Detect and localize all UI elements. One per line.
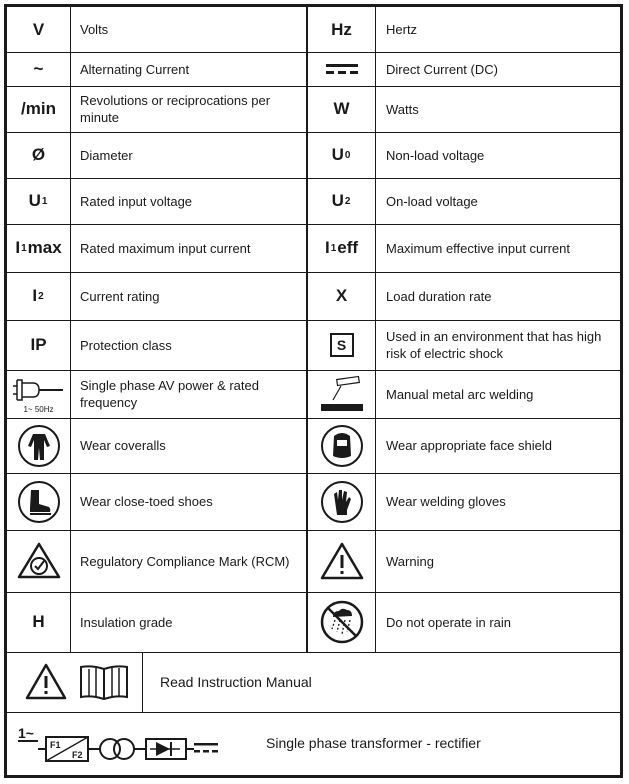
transformer-rectifier-diagram xyxy=(14,716,224,772)
per-minute-desc: Revolutions or reciprocations per minute xyxy=(80,93,271,125)
non-load-voltage-desc: Non-load voltage xyxy=(386,147,485,163)
hertz-desc: Hertz xyxy=(386,22,418,37)
single-phase-label: 1~ 50Hz xyxy=(23,404,54,414)
single-phase-plug-icon xyxy=(7,370,70,418)
shock-risk-desc: Used in an environment that has high risk of electric shock xyxy=(386,329,602,361)
manual-arc-welding-desc: Manual metal arc welding xyxy=(386,386,534,402)
single-phase-desc: Single phase AV power & rated frequency xyxy=(80,378,259,410)
closed-toe-shoes-desc: Wear close-toed shoes xyxy=(80,494,213,509)
protection-class-desc: Protection class xyxy=(80,337,172,353)
protection-class-symbol: IP xyxy=(30,335,47,354)
rated-max-input-current-desc: Rated maximum input current xyxy=(80,240,251,256)
rated-input-voltage-desc: Rated input voltage xyxy=(80,193,193,209)
no-rain-desc: Do not operate in rain xyxy=(386,614,512,630)
load-duration-symbol: X xyxy=(335,286,348,305)
read-manual-desc: Read Instruction Manual xyxy=(160,673,312,690)
f1-label: F1 xyxy=(50,740,61,750)
phase-label: 1~ xyxy=(18,725,34,741)
on-load-voltage-symbol: U 2 xyxy=(331,191,351,210)
insulation-grade-desc: Insulation grade xyxy=(80,614,173,630)
shock-risk-icon xyxy=(308,320,375,370)
closed-toe-shoes-icon xyxy=(7,473,70,530)
current-rating-symbol: I 2 xyxy=(32,286,44,305)
insulation-grade-symbol: H xyxy=(32,612,45,631)
alternating-current-desc: Alternating Current xyxy=(80,61,190,77)
diameter-desc: Diameter xyxy=(80,147,133,163)
current-rating-desc: Current rating xyxy=(80,288,160,304)
manual-arc-welding-icon xyxy=(308,370,375,418)
coveralls-icon xyxy=(7,418,70,473)
column-divider xyxy=(70,7,71,652)
warning-icon xyxy=(308,530,375,592)
alternating-current-symbol: ~ xyxy=(33,59,44,78)
welding-gloves-icon xyxy=(308,473,375,530)
hertz-symbol: Hz xyxy=(331,19,352,39)
load-duration-desc: Load duration rate xyxy=(386,288,492,304)
per-minute-symbol: /min xyxy=(21,99,56,118)
coveralls-desc: Wear coveralls xyxy=(80,438,166,453)
rcm-desc: Regulatory Compliance Mark (RCM) xyxy=(80,553,290,569)
rated-max-input-current-symbol: I 1 max xyxy=(15,238,62,257)
volts-desc: Volts xyxy=(80,22,109,37)
diameter-symbol: Ø xyxy=(31,145,46,164)
max-effective-input-current-symbol: I 1 eff xyxy=(324,238,359,257)
direct-current-icon xyxy=(308,52,375,86)
column-divider xyxy=(142,652,143,712)
transformer-rectifier-desc: Single phase transformer - rectifier xyxy=(266,734,481,751)
f2-label: F2 xyxy=(72,750,83,760)
column-divider xyxy=(375,7,376,652)
rcm-icon xyxy=(7,530,70,592)
no-rain-icon xyxy=(308,592,375,652)
volts-symbol: V xyxy=(32,19,45,39)
non-load-voltage-symbol: U 0 xyxy=(331,145,351,164)
open-book-icon xyxy=(78,663,130,701)
read-manual-icons xyxy=(12,652,142,712)
rated-input-voltage-symbol: U 1 xyxy=(28,191,48,210)
shock-risk-letter: S xyxy=(330,333,354,357)
on-load-voltage-desc: On-load voltage xyxy=(386,193,478,209)
face-shield-icon xyxy=(308,418,375,473)
welding-gloves-desc: Wear welding gloves xyxy=(386,494,506,509)
face-shield-desc: Wear appropriate face shield xyxy=(386,438,552,453)
warning-icon xyxy=(24,662,68,702)
watts-desc: Watts xyxy=(386,101,419,117)
watts-symbol: W xyxy=(333,99,350,118)
direct-current-desc: Direct Current (DC) xyxy=(386,61,498,77)
warning-desc: Warning xyxy=(386,553,434,569)
max-effective-input-current-desc: Maximum effective input current xyxy=(386,240,570,256)
